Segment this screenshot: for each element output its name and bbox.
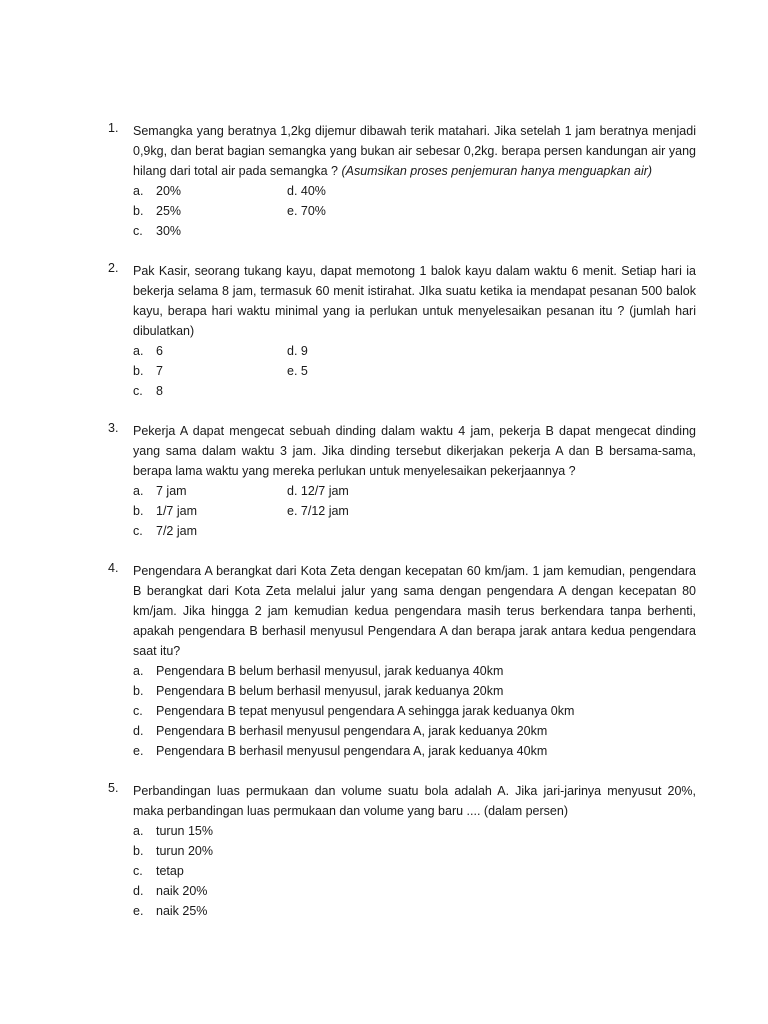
option-c: c. 8 bbox=[133, 384, 163, 398]
question-note: (Asumsikan proses penjemuran hanya menguapkan air) bbox=[341, 164, 653, 178]
options bbox=[133, 341, 696, 401]
option-c: c. Pengendara B tepat menyusul pengendara A sehingga jarak keduanya 0km bbox=[133, 704, 575, 718]
option-d: d. Pengendara B berhasil menyusul pengendara A, jarak keduanya 20km bbox=[133, 724, 548, 738]
question-text: Pekerja A dapat mengecat sebuah dinding dalam waktu 4 jam, pekerja B dapat mengecat dinding yang sama dalam waktu 3 jam. Jika dinding tersebut dikerjakan pekerja A dan B bersama-sama, berapa lama waktu yang mereka perlukan untuk menyelesaikan pekerjaannya ? bbox=[133, 424, 696, 478]
question-text: Pak Kasir, seorang tukang kayu, dapat memotong 1 balok kayu dalam waktu 6 menit. Setiap hari ia bekerja selama 8 jam, termasuk 60 menit istirahat. JIka suatu ketika ia mendapat pesanan 500 balok kayu, berapa hari waktu minimal yang ia perlukan untuk menyelesaikan pesanan itu ? (jumlah hari dibulatkan) bbox=[133, 264, 696, 338]
options bbox=[133, 481, 696, 541]
option-d: d. naik 20% bbox=[133, 884, 208, 898]
option-a: a. 20% bbox=[133, 184, 182, 198]
option-d: d. 40% bbox=[287, 184, 326, 198]
option-a: a. turun 15% bbox=[133, 824, 213, 838]
options bbox=[133, 661, 696, 761]
option-c: c. 7/2 jam bbox=[133, 524, 197, 538]
option-b: b. 25% bbox=[133, 204, 182, 218]
question-text: Pengendara A berangkat dari Kota Zeta dengan kecepatan 60 km/jam. 1 jam kemudian, pengendara B berangkat dari Kota Zeta melalui jalur yang sama dengan pengendara A dengan kecepatan 80 km/jam. Jika hingga 2 jam kemudian kedua pengendara masih terus berkendara tanpa berhenti, apakah pengendara B berhasil menyusul Pengendara A dan berapa jarak antara kedua pengendara saat itu? bbox=[133, 564, 696, 658]
option-b: b. 1/7 jam bbox=[133, 504, 197, 518]
question-number: 3. bbox=[108, 421, 119, 435]
option-c: c. tetap bbox=[133, 864, 184, 878]
question-number: 1. bbox=[108, 121, 119, 135]
question-number: 5. bbox=[108, 781, 119, 795]
option-a: a. 6 bbox=[133, 344, 163, 358]
question-number: 2. bbox=[108, 261, 119, 275]
option-e: e. 5 bbox=[287, 364, 308, 378]
option-b: b. Pengendara B belum berhasil menyusul, jarak keduanya 20km bbox=[133, 684, 504, 698]
option-c: c. 30% bbox=[133, 224, 182, 238]
options bbox=[133, 181, 696, 241]
question-5 bbox=[108, 781, 696, 921]
options bbox=[133, 821, 696, 921]
question-text: Semangka yang beratnya 1,2kg dijemur dibawah terik matahari. Jika setelah 1 jam beratnya menjadi 0,9kg, dan berat bagian semangka yang bukan air sebesar 0,2kg. berapa persen kandungan air yang hilang dari total air pada semangka ? (Asumsikan proses penjemuran hanya menguapkan air) bbox=[133, 124, 696, 178]
question-2 bbox=[108, 261, 696, 401]
option-a: a. 7 jam bbox=[133, 484, 187, 498]
option-a: a. Pengendara B belum berhasil menyusul, jarak keduanya 40km bbox=[133, 664, 504, 678]
option-e: e. 70% bbox=[287, 204, 326, 218]
option-d: d. 9 bbox=[287, 344, 308, 358]
question-1 bbox=[108, 121, 696, 241]
question-number: 4. bbox=[108, 561, 119, 575]
question-text: Perbandingan luas permukaan dan volume suatu bola adalah A. Jika jari-jarinya menyusut 20%, maka perbandingan luas permukaan dan volume yang baru .... (dalam persen) bbox=[133, 784, 696, 818]
question-3 bbox=[108, 421, 696, 541]
option-d: d. 12/7 jam bbox=[287, 484, 349, 498]
question-4 bbox=[108, 561, 696, 761]
option-e: e. 7/12 jam bbox=[287, 504, 349, 518]
option-b: b. 7 bbox=[133, 364, 163, 378]
option-e: e. naik 25% bbox=[133, 904, 208, 918]
option-e: e. Pengendara B berhasil menyusul pengendara A, jarak keduanya 40km bbox=[133, 744, 548, 758]
option-b: b. turun 20% bbox=[133, 844, 213, 858]
